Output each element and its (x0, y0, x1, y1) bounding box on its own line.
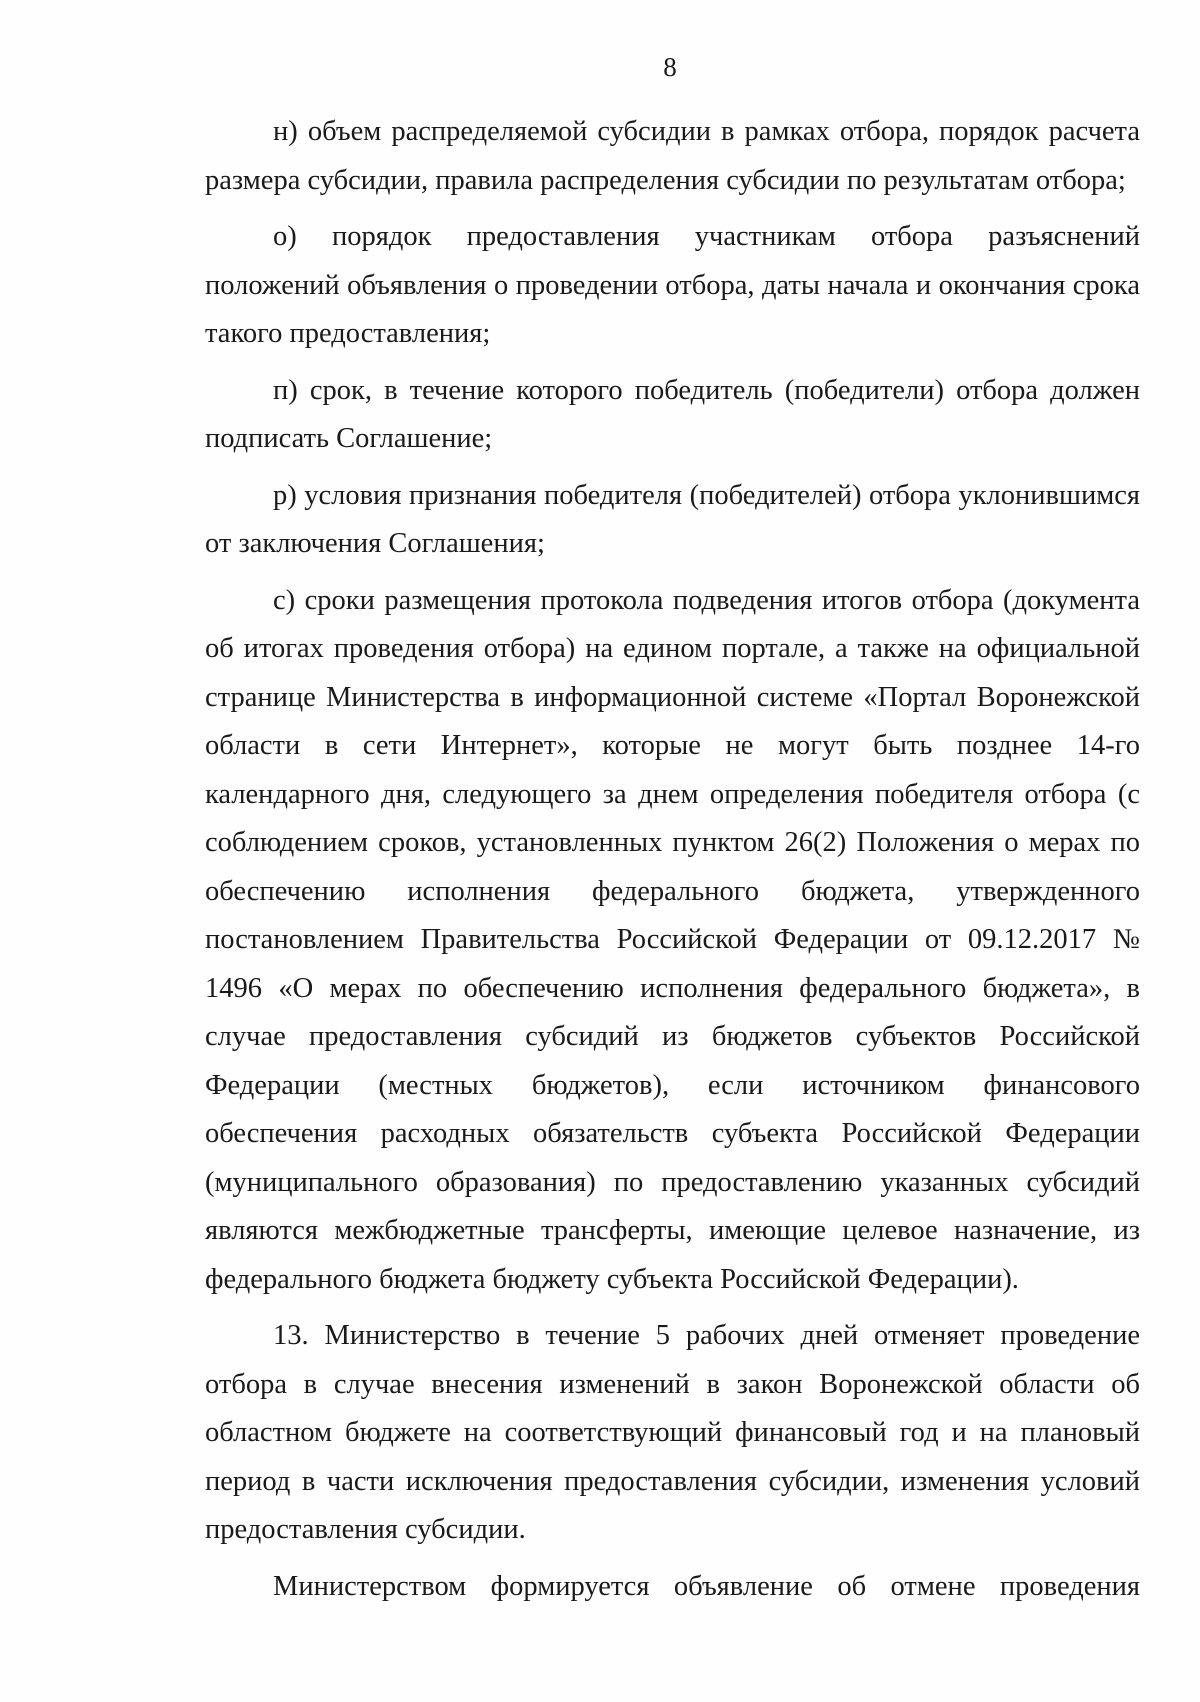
paragraph-o: о) порядок предоставления участникам отбора разъяснений положений объявления о проведении отбора, даты начала и окончания срока такого предоставления; (205, 221, 1140, 349)
page-number: 8 (663, 52, 677, 82)
paragraph-cancellation-notice: Министерством формируется объявление об отмене проведения (273, 1570, 1140, 1602)
paragraph-r: р) условия признания победителя (победителей) отбора уклонившимся от заключения Соглашения; (205, 479, 1140, 559)
paragraph-n: н) объем распределяемой субсидии в рамках отбора, порядок расчета размера субсидии, правила распределения субсидии по результатам отбора; (205, 116, 1140, 196)
paragraph-s: с) сроки размещения протокола подведения итогов отбора (документа об итогах проведения отбора) на едином портале, а также на официальной странице Министерства в информационной системе «Портал Воронежской области в сети Интернет», которые не могут быть позднее 14-го календарного дня, следующего за днем определения победителя отбора (с соблюдением сроков, установленных пунктом 26(2) Положения о мерах по обеспечению исполнения федерального бюджета, утвержденного постановлением Правительства Российской Федерации от 09.12.2017 № 1496 «О мерах по обеспечению исполнения федерального бюджета», в случае предоставления субсидий из бюджетов субъектов Российской Федерации (местных бюджетов), если источником финансового обеспечения расходных обязательств субъекта Российской Федерации (муниципального образования) по предоставлению указанных субсидий являются межбюджетные трансферты, имеющие целевое назначение, из федерального бюджета бюджету субъекта Российской Федерации). (205, 584, 1140, 1295)
document-body (205, 108, 1140, 1619)
paragraph-p: п) срок, в течение которого победитель (победители) отбора должен подписать Соглашение; (205, 374, 1140, 454)
paragraph-13: 13. Министерство в течение 5 рабочих дней отменяет проведение отбора в случае внесения изменений в закон Воронежской области об областном бюджете на соответствующий финансовый год и на плановый период в части исключения предоставления субсидии, изменения условий предоставления субсидии. (205, 1320, 1140, 1545)
